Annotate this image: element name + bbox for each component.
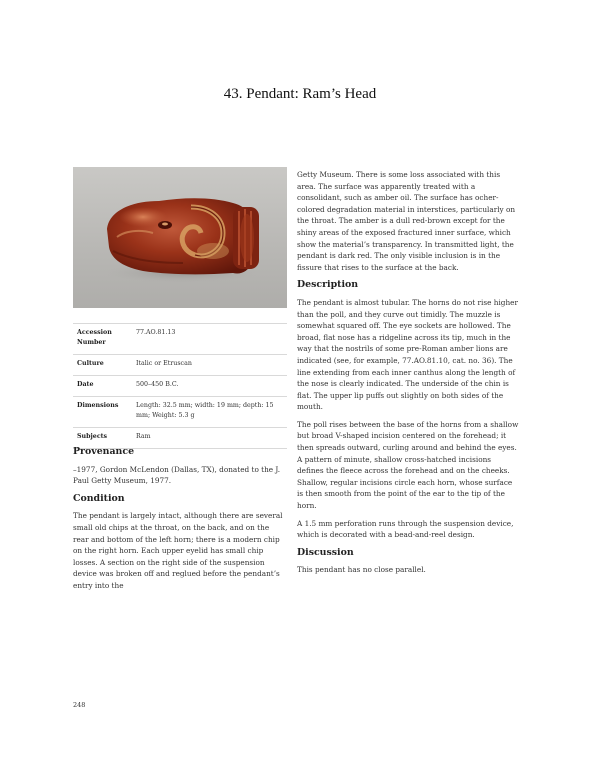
right-column — [297, 169, 519, 582]
condition-text-continued: Getty Museum. There is some loss associated with this area. The surface was apparently treated with a consolidant, such as amber oil. The surface has ocher-colored degradation material in interstices, particularly on the throat. The amber is a dull red-brown except for the shiny areas of the exposed fractured inner surface, which show the material’s transparency. In transmitted light, the pendant is dark red. The only visible inclusion is in the fissure that rises to the surface at the back. — [297, 170, 516, 272]
metadata-value: Ram — [132, 428, 287, 449]
description-paragraph: A 1.5 mm perforation runs through the suspension device, which is decorated with a bead-and-reel design. — [297, 518, 514, 540]
discussion-text: This pendant has no close parallel. — [297, 565, 426, 575]
ram-head-amber-image — [73, 167, 287, 308]
metadata-value: 77.AO.81.13 — [132, 324, 287, 355]
metadata-key: Dimensions — [73, 397, 132, 428]
metadata-key: Accession Number — [73, 324, 132, 355]
metadata-row — [73, 397, 287, 428]
metadata-key: Subjects — [73, 428, 132, 449]
page-title: 43. Pendant: Ram’s Head — [223, 86, 377, 102]
left-column — [73, 446, 287, 598]
metadata-value: 500–450 B.C. — [132, 376, 287, 397]
description-paragraph: The poll rises between the base of the horns from a shallow but broad V-shaped incision centered on the forehead; it then spreads outward, curling around and behind the eyes. A pattern of minute, shallow cross-hatched incisions defines the fleece across the forehead and on the cheeks. Shallow, regular incisions circle each horn, whose surface is then smooth from the point of the ear to the tip of the horn. — [297, 419, 519, 511]
description-paragraph: The pendant is almost tubular. The horns do not rise higher than the poll, and they curve out timidly. The muzzle is somewhat squared off. The eye sockets are hollowed. The broad, flat nose has a ridgeline across its tip, much in the way that the nostrils of some pre-Roman amber lions are indicated (see, for example, 77.AO.81.10, cat. no. 36). The line extending from each inner canthus along the length of the nose is clearly indicated. The underside of the chin is flat. The upper lip puffs out slightly on both sides of the mouth. — [297, 297, 518, 412]
description-heading: Description — [297, 279, 359, 291]
metadata-key: Date — [73, 376, 132, 397]
pendant-photo — [73, 167, 287, 308]
metadata-row — [73, 324, 287, 355]
provenance-text: –1977, Gordon McLendon (Dallas, TX), donated to the J. Paul Getty Museum, 1977. — [73, 464, 281, 486]
condition-text: The pendant is largely intact, although there are several small old chips at the throat, on the back, and on the rear and bottom of the left horn; there is a modern chip on the right horn. Each upper eyelid has small chip losses. A section on the right side of the suspension device was broken off and reglued before the pendant’s entry into the — [73, 511, 283, 590]
page-number: 248 — [73, 701, 86, 709]
object-metadata-table — [73, 323, 287, 449]
condition-heading: Condition — [73, 492, 125, 504]
metadata-value: Italic or Etruscan — [132, 355, 287, 376]
metadata-row — [73, 376, 287, 397]
metadata-row — [73, 355, 287, 376]
discussion-heading: Discussion — [297, 546, 354, 558]
provenance-heading: Provenance — [73, 446, 135, 457]
metadata-value: Length: 32.5 mm; width: 19 mm; depth: 15 mm; Weight: 5.3 g — [132, 397, 287, 428]
metadata-key: Culture — [73, 355, 132, 376]
